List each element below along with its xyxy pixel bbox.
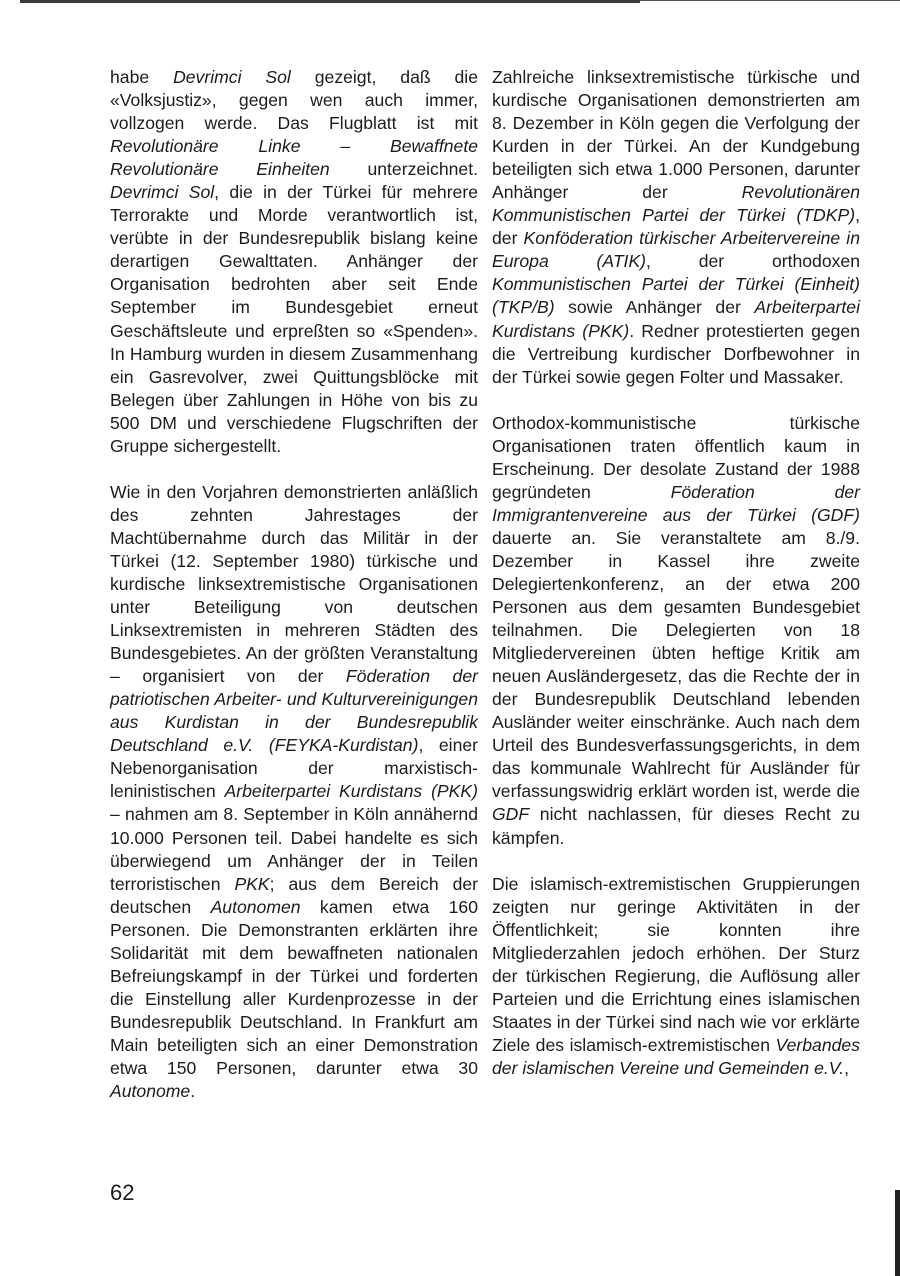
paragraph [492,412,860,850]
italic-term: PKK [234,873,270,894]
text-run: , [844,1057,849,1078]
text-run: Orthodox-kommunistische türkische Organisationen traten öffentlich kaum in Erscheinung. Der desolate Zustand der 1988 gegründeten [492,412,860,502]
paragraph [110,66,478,458]
scan-right-edge [895,1190,900,1276]
text-run: – nahmen am 8. September in Köln annähernd 10.000 Personen teil. Dabei handelte es sich überwiegend um Anhänger der in Teilen terroristischen [110,804,478,894]
italic-term: Revolutionäre Linke – Bewaffnete Revolutionäre Einheiten [110,136,478,180]
text-run: , der orthodoxen [646,251,860,272]
text-run: kamen etwa 160 Personen. Die Demonstranten erklärten ihre Solidarität mit dem bewaffneten nationalen Befreiungskampf in der Türkei und forderten die Einstellung aller Kurdenprozesse in der Bundesrepublik Deutschland. In Frankfurt am Main beteiligten sich an einer Demonstration etwa 150 Personen, darunter etwa 30 [110,896,478,1078]
text-run: . Redner protestierten gegen die Vertreibung kurdischer Dorfbewohner in der Türkei sowie gegen Folter und Massaker. [492,320,861,387]
page-number: 62 [110,1180,135,1205]
italic-term: Devrimci Sol [110,182,215,203]
text-run: ; aus dem Bereich der deutschen [110,873,478,917]
italic-term: Autonomen [210,896,301,917]
italic-term: Devrimci Sol [173,67,291,87]
italic-term: Föderation der Immigrantenvereine aus der Türkei (GDF) [492,481,860,525]
text-run: Die islamisch-extremistischen Gruppierungen zeigten nur geringe Aktivitäten in der Öffentlichkeit; sie konnten ihre Mitgliederzahlen jedoch erhöhen. Der Sturz der türkischen Regierung, die Auflösung aller Parteien und die Errichtung eines islamischen Staates in der Türkei sind nach wie vor erklärte Ziele des islamisch-extremistischen [492,873,860,1055]
text-run: gezeigt, daß die «Volksjustiz», gegen wen auch immer, vollzogen werde. Das Flugblatt ist mit [110,67,478,134]
italic-term: Autonome [110,1081,191,1102]
text-run: Zahlreiche linksextremistische türkische und kurdische Organisationen demonstrierten am 8. Dezember in Köln gegen die Verfolgung der Kurden in der Türkei. An der Kundgebung beteiligten sich etwa 1.000 Personen, darunter Anhänger der [492,67,860,203]
italic-term: Revolutionären Kommunistischen Partei der Türkei (TDKP) [492,182,860,226]
italic-term: Arbeiterpartei Kurdistans (PKK) [224,781,478,802]
text-column-right [492,66,860,1103]
scan-top-border-thin [640,0,900,1]
italic-term: GDF [492,804,530,825]
scan-top-border [20,0,640,3]
text-run: , die in der Türkei für mehrere Terrorakte und Morde verantwortlich ist, verübte in der Bundesrepublik bislang keine derartigen Gewalttaten. Anhänger der Organisation bedrohten aber seit Ende September im Bundesgebiet erneut Geschäftsleute und erpreßten so «Spenden». In Hamburg wurden in diesem Zusammenhang ein Gasrevolver, zwei Quittungsblöcke mit Belegen über Zahlungen in Höhe von bis zu 500 DM und verschiedene Flugschriften der Gruppe sichergestellt. [110,182,478,456]
scan-artifact [0,48,42,58]
italic-term: Konföderation türkischer Arbeitervereine in Europa (ATIK) [492,228,860,272]
paragraph [492,873,860,1080]
italic-term: Verbandes der islamischen Vereine und Gemeinden e.V. [492,1034,860,1078]
italic-term: Arbeiterpartei Kurdistans (PKK) [492,297,860,341]
italic-term: Föderation der patriotischen Arbeiter- und Kulturvereinigungen aus Kurdistan in der Bundesrepublik Deutschland e.V. (FEYKA-Kurdistan) [110,666,478,756]
text-run: . [190,1081,196,1102]
italic-term: Kommunistischen Partei der Türkei (Einheit) (TKP/B) [492,274,860,318]
text-run: , einer Nebenorganisation der marxistisch-leninistischen [110,735,478,802]
text-run: dauerte an. Sie veranstaltete am 8./9. Dezember in Kassel ihre zweite Delegiertenkonferenz, an der etwa 200 Personen aus dem gesamten Bundesgebiet teilnahmen. Die Delegierten von 18 Mitgliedervereinen übten heftige Kritik am neuen Ausländergesetz, das die Rechte der in der Bundesrepublik Deutschland lebenden Ausländer weiter einschränke. Auch nach dem Urteil des Bundesverfassungsgerichts, in dem das kommunale Wahlrecht für Ausländer für verfassungswidrig erklärt worden ist, werde die [492,527,860,802]
text-column-left [110,66,478,1126]
text-run: sowie Anhänger der [554,297,755,318]
text-run: nicht nachlassen, für dieses Recht zu kämpfen. [492,804,860,848]
text-run: habe [110,67,174,87]
paragraph [492,66,860,389]
text-run: unterzeichnet. [329,159,478,180]
text-run: , der [492,205,860,249]
paragraph [110,481,478,1103]
text-run: Wie in den Vorjahren demonstrierten anläßlich des zehnten Jahrestages der Machtübernahme durch das Militär in der Türkei (12. September 1980) türkische und kurdische linksextremistische Organisationen unter Beteiligung von deutschen Linksextremisten in mehreren Städten des Bundesgebietes. An der größten Veranstaltung – organisiert von der [110,481,478,687]
